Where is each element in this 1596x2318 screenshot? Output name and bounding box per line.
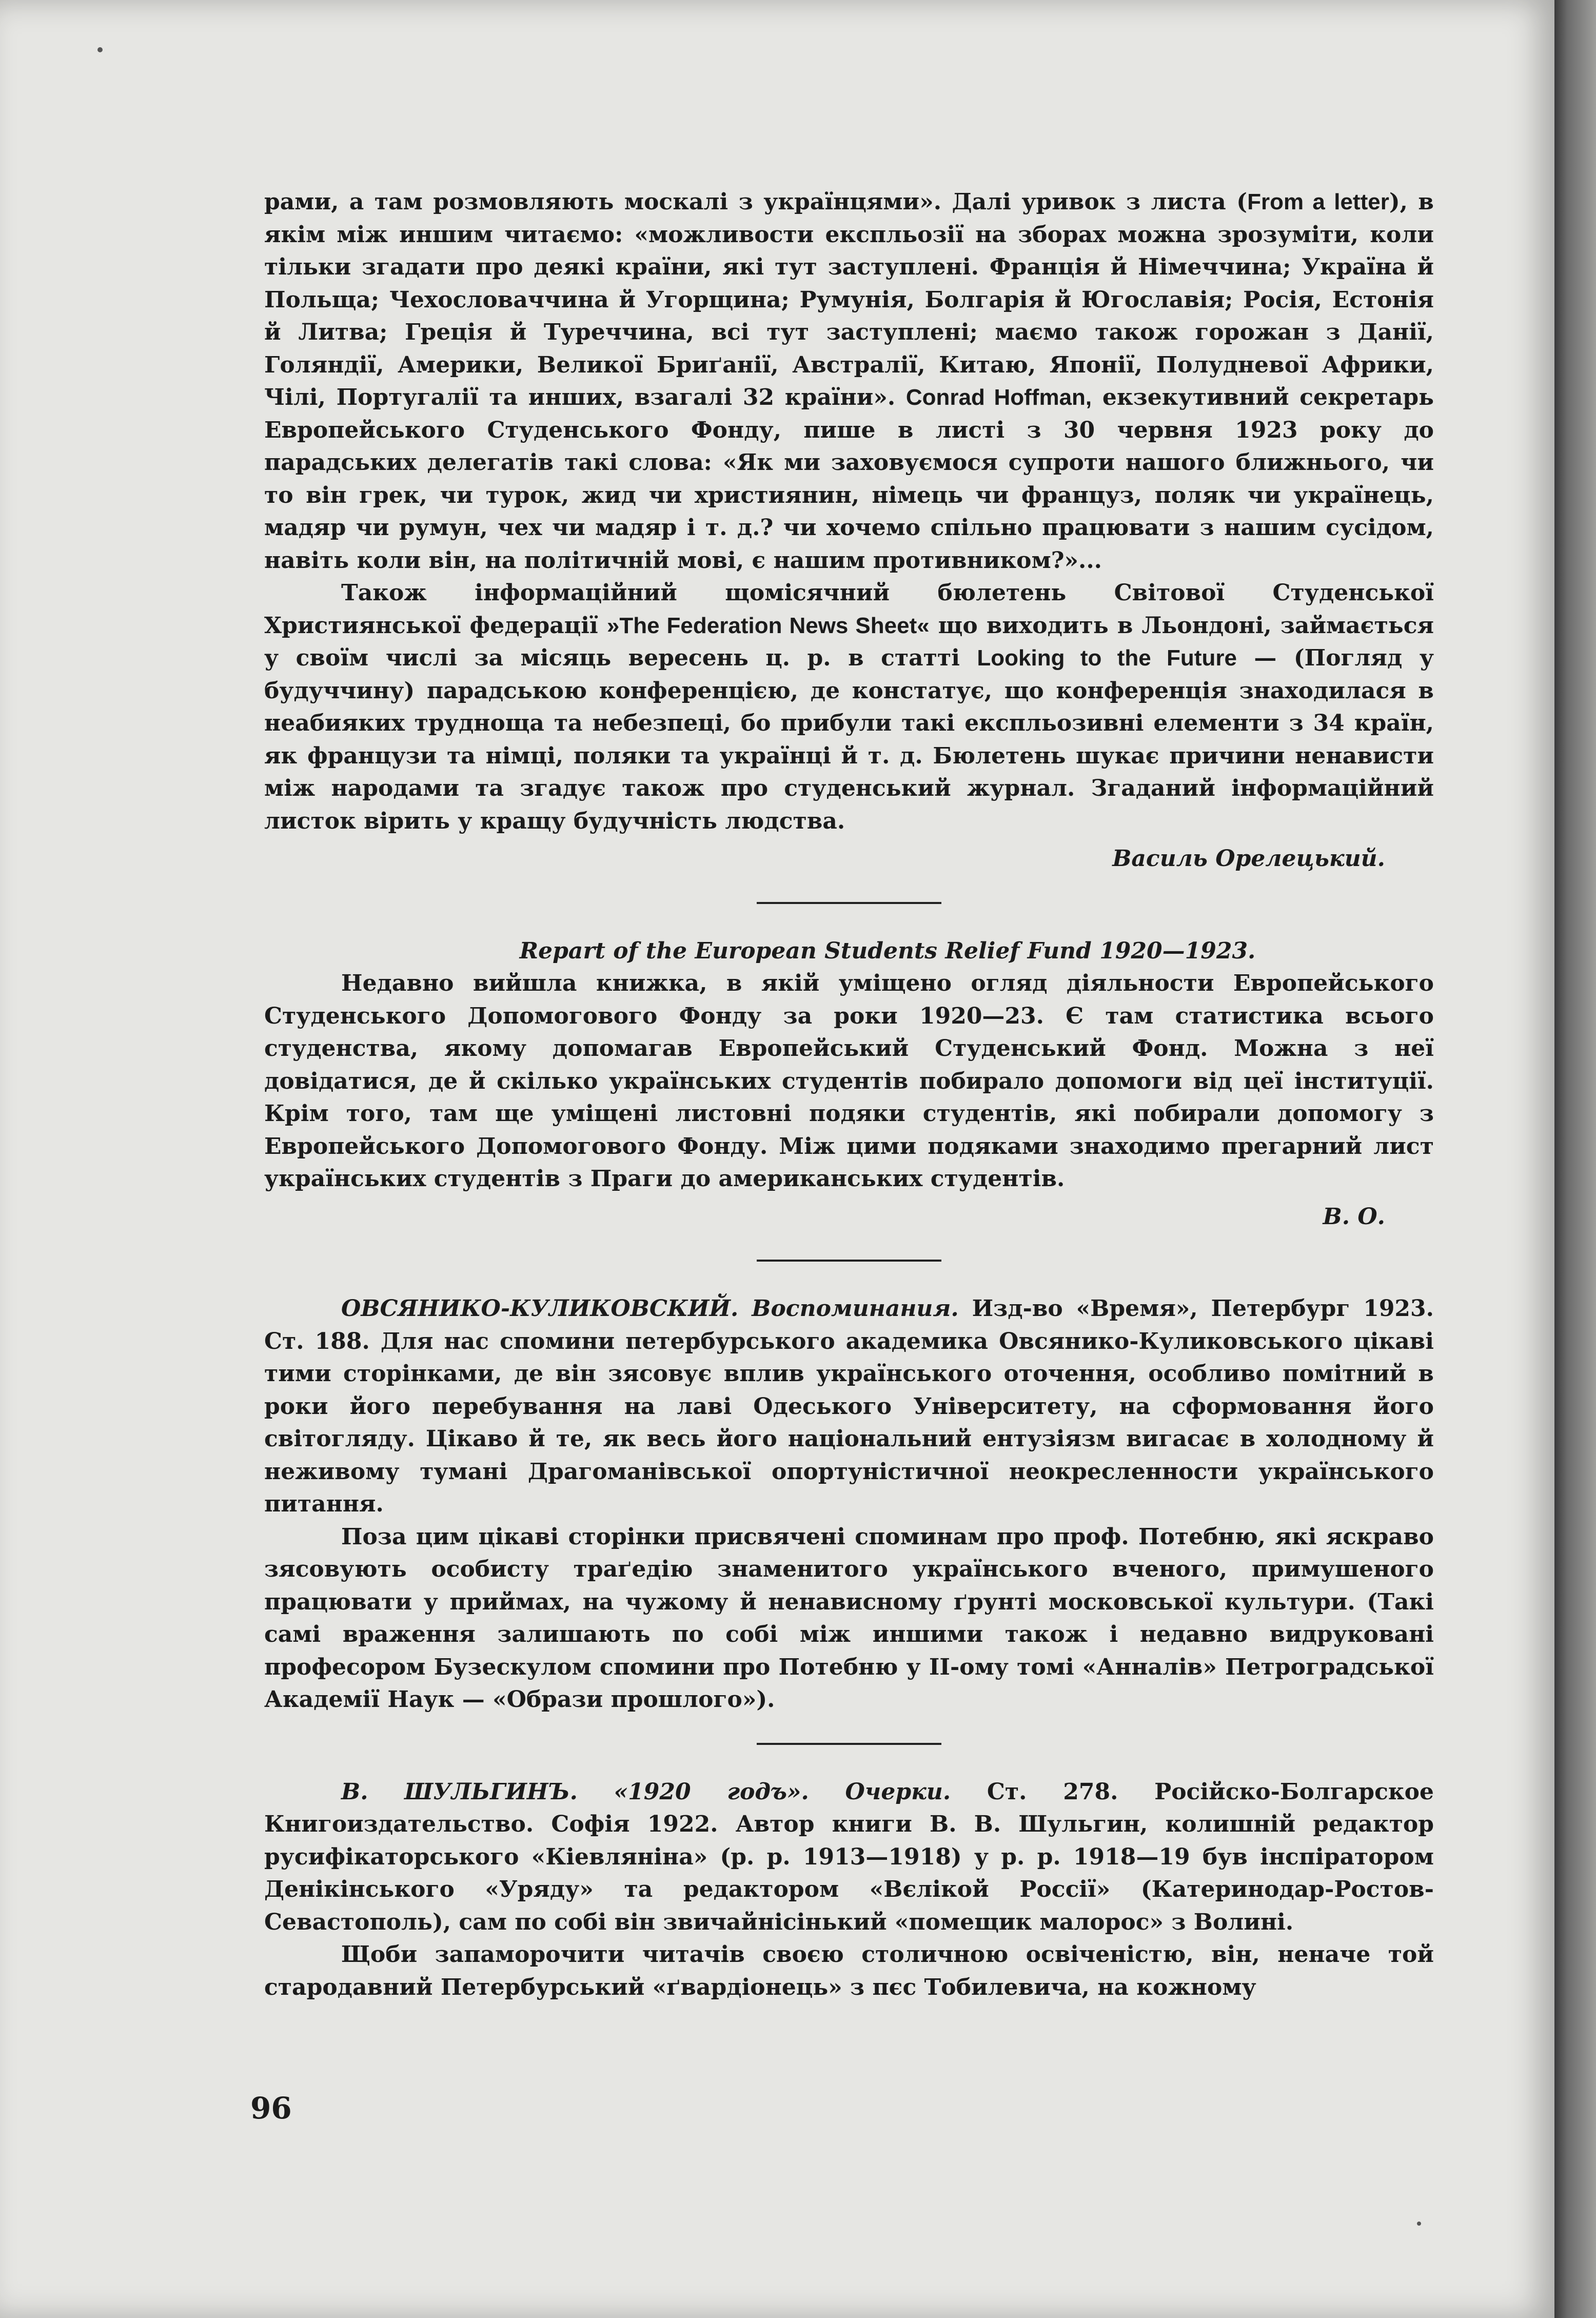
article4-paragraph1: В. ШУЛЬГИНЪ. «1920 годъ». Очерки. Ст. 278. Російско-Болгарское Книгоиздательство. Софія 1922. Автор книги В. В. Шульгин, колишній редактор русифікаторського «Кіевляніна» (р. р. 1913—1918) у р. р. 1918—19 був інспіратором Денікінського «Уряду» та редактором «Вєлікой Россії» (Катеринодар-Ростов-Севастополь), сам по собі він звичайнісінький «помещик малорос» з Волині. (264, 1778, 1434, 1935)
section-divider (757, 902, 941, 904)
article2-signature: В. О. (1323, 1203, 1385, 1230)
page-number: 96 (250, 2091, 292, 2126)
looking-to-future-title: Looking to the Future (977, 645, 1237, 671)
from-letter-phrase: From a letter (1247, 189, 1389, 214)
article3-paragraph2: Поза цим цікаві сторінки присвячені споминам про проф. Потебню, які яскраво зясовують особисту траґедію знаменитого українського вченого, примушеного працювати у приймах, на чужому й ненависному ґрунті московської культури. (Такі самі враження залишають по собі між иншими також і недавно видруковані професором Бузескулом спомини про Потебню у II-ому томі «Анналів» Петроградської Академії Наук — «Образи прошлого»). (264, 1523, 1434, 1713)
article1-paragraph2: Також інформаційний щомісячний бюлетень Світової Студенської Християнської федерації »The Federation News Sheet« що виходить в Льондоні, займається у своїм числі за місяць вересень ц. р. в статті Looking to the Future — (Погляд у будуччину) парадською конференцією, де констатує, що конференція знаходилася в неабияких трудноща та небезпеці, бо прибули такі експльозивні елементи з 34 країн, як французи та німці, поляки та українці й т. д. Бюлетень шукає причини ненависти між народами та згадує також про студенський журнал. Згаданий інформаційний листок вірить у кращу будучність людства. (264, 580, 1434, 834)
article3-title: Воспоминания. (752, 1295, 959, 1322)
paper-speck (97, 47, 103, 52)
article2-body: Недавно вийшла книжка, в якій уміщено огляд діяльности Европейського Студенського Допомогового Фонду за роки 1920—23. Є там статистика всього студенства, якому допомагав Европейський Студенський Фонд. Можна з неї довідатися, де й скілько українських студентів побирало допомоги від цеї інституції. Крім того, там ще уміщені листовні подяки студентів, які побирали допомогу з Европейського Допомогового Фонду. Між цими подяками знаходимо прегарний лист українських студентів з Праги до американських студентів. (264, 970, 1434, 1192)
section-divider (757, 1743, 941, 1745)
article3-author: ОВСЯНИКО-КУЛИКОВСКИЙ. (341, 1295, 739, 1322)
article4-title: «1920 годъ». Очерки. (614, 1778, 951, 1805)
section-divider (757, 1260, 941, 1262)
article1-paragraph1: рами, а там розмовляють москалі з українцями». Далі уривок з листа (From a letter), в якім між иншим читаємо: «можливости експльозії на зборах можна зрозуміти, коли тільки згадати про деякі країни, які тут заступлені. Франція й Німеччина; Україна й Польща; Чехословаччина й Угорщина; Румунія, Болгарія й Югославія; Росія, Естонія й Литва; Греція й Туреччина, всі тут заступлені; маємо також горожан з Данії, Голяндії, Америки, Великої Бриґанії, Австралії, Китаю, Японії, Полудневої Африки, Чілі, Португалії та инших, взагалі 32 країни». Conrad Hoffman, екзекутивний секретарь Европейського Студенського Фонду, пише в листі з 30 червня 1923 року до парадських делегатів такі слова: «Як ми заховуємося супроти нашого ближнього, чи то він грек, чи турок, жид чи християнин, німець чи француз, поляк чи українець, мадяр чи румун, чех чи мадяр і т. д.? чи хочемо спільно працювати з нашим сусідом, навіть коли він, на політичній мові, є нашим противником?»... (264, 189, 1434, 574)
conrad-hoffman-name: Conrad Hoffman, (905, 385, 1092, 410)
book-spine (1554, 0, 1596, 2318)
article4-paragraph2: Щоби запаморочити читачів своєю столичною освіченістю, він, неначе той стародавний Петербурський «ґвардіонець» з пєс Тобилевича, на кожному (264, 1941, 1434, 2000)
article2-heading: Repart of the European Students Relief Fund 1920—1923. (519, 937, 1256, 964)
article3-paragraph1: ОВСЯНИКО-КУЛИКОВСКИЙ. Воспоминания. Изд-во «Время», Петербург 1923. Ст. 188. Для нас спомини петербурського академика Овсянико-Куликовського цікаві тими сторінками, де він зясовує вплив українського оточення, особливо помітний в роки його перебування на лаві Одеського Університету, на сформовання його світогляду. Цікаво й те, як весь його національний ентузіязм вигасає в холодному й неживому тумані Драгоманівської опортуністичної неокресленности українського питання. (264, 1295, 1434, 1517)
article4-author: В. ШУЛЬГИНЪ. (341, 1778, 578, 1805)
news-sheet-title: »The Federation News Sheet« (606, 613, 930, 638)
document-body (264, 186, 1434, 2003)
paper-speck (1417, 2222, 1421, 2226)
article1-signature: Василь Орелецький. (1112, 846, 1385, 872)
